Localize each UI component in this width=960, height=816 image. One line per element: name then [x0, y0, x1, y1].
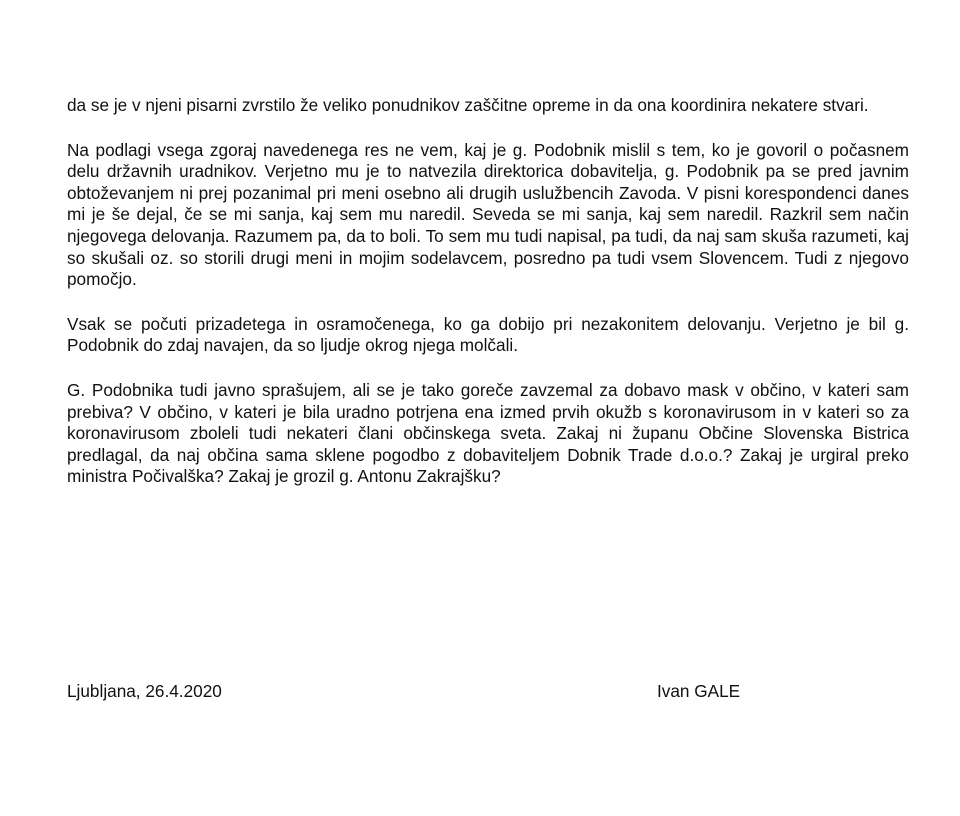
document-body: [67, 95, 909, 511]
paragraph-1: da se je v njeni pisarni zvrstilo že veliko ponudnikov zaščitne opreme in da ona koordinira nekatere stvari.: [67, 95, 869, 115]
paragraph-3: Vsak se počuti prizadetega in osramočenega, ko ga dobijo pri nezakonitem delovanju. Verjetno je bil g. Podobnik do zdaj navajen, da so ljudje okrog njega molčali.: [67, 313, 909, 356]
paragraph-2: Na podlagi vsega zgoraj navedenega res ne vem, kaj je g. Podobnik mislil s tem, ko je govoril o počasnem delu državnih uradnikov. Verjetno mu je to natvezila direktorica dobavitelja, g. Podobnik pa se pred javnim obtoževanjem ni prej pozanimal pri meni osebno ali drugih uslužbencih Zavoda. V pisni korespondenci danes mi je še dejal, če se mi sanja, kaj sem mu naredil. Seveda se mi sanja, kaj sem naredil. Razkril sem način njegovega delovanja. Razumem pa, da to boli. To sem mu tudi napisal, pa tudi, da naj sam skuša razumeti, kaj so skušali oz. so storili drugi meni in mojim sodelavcem, posredno pa tudi vsem Slovencem. Tudi z njegovo pomočjo.: [67, 139, 909, 290]
signer-name: Ivan GALE: [657, 681, 741, 701]
place-date: Ljubljana, 26.4.2020: [67, 681, 222, 701]
closing-block: [67, 681, 909, 705]
paragraph-4: G. Podobnika tudi javno sprašujem, ali se je tako goreče zavzemal za dobavo mask v občino, v kateri sam prebiva? V občino, v kateri je bila uradno potrjena ena izmed prvih okužb s koronavirusom in v kateri so za koronavirusom zboleli tudi nekateri člani občinskega sveta. Zakaj ni županu Občine Slovenska Bistrica predlagal, da naj občina sama sklene pogodbo z dobaviteljem Dobnik Trade d.o.o.? Zakaj je urgiral preko ministra Počivalška? Zakaj je grozil g. Antonu Zakrajšku?: [67, 379, 909, 487]
